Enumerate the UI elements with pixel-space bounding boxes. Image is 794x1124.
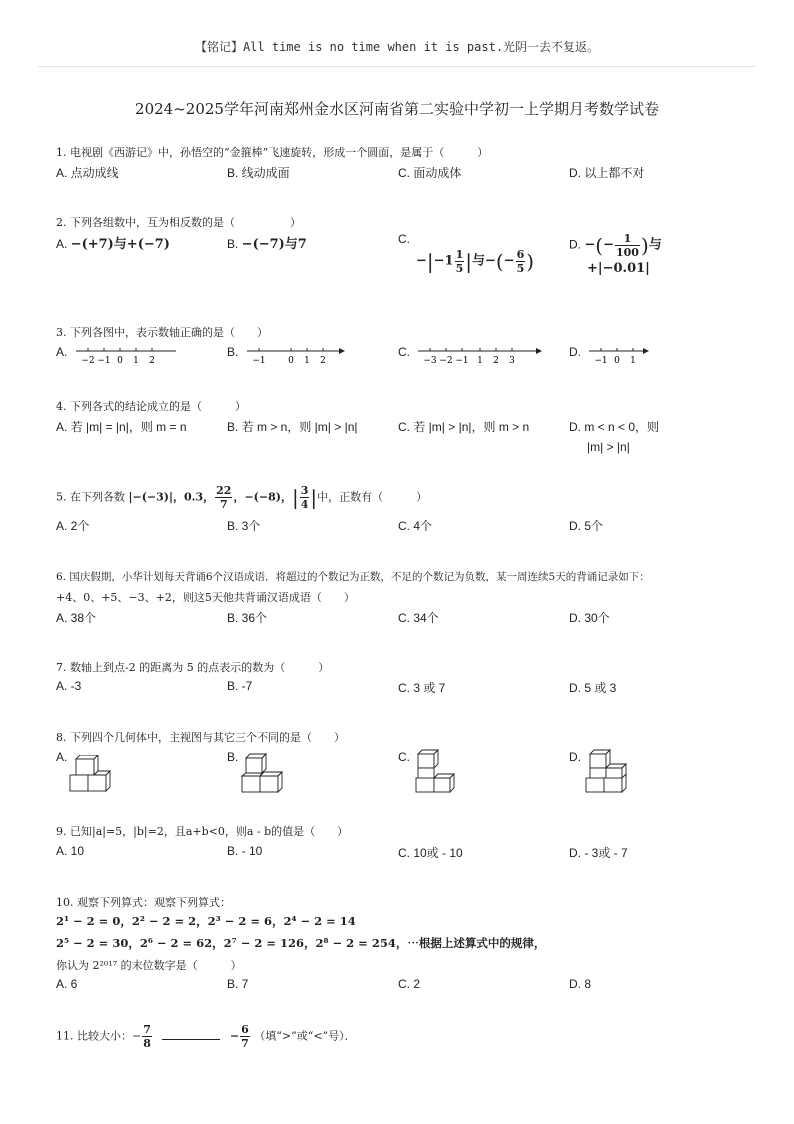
axis-b-label: 1 <box>304 356 310 366</box>
question-2-stem: 2. 下列各组数中，互为相反数的是（ ） <box>56 216 301 229</box>
axis-a-label: 1 <box>133 356 139 366</box>
q4-option-c[interactable]: C. 若 |m| > |n|，则 m > n <box>398 420 530 434</box>
header-divider <box>38 66 756 67</box>
q2-option-a[interactable]: A. −(+7)与+(−7) <box>56 237 170 252</box>
q8-option-d[interactable]: D. <box>569 750 581 764</box>
q6-option-c[interactable]: C. 34个 <box>398 611 439 625</box>
number-line-c <box>416 342 546 368</box>
q6-option-a[interactable]: A. 38个 <box>56 611 97 625</box>
q7-option-b[interactable]: B. -7 <box>227 679 253 693</box>
cube-figure-a <box>68 755 112 793</box>
q5-option-a[interactable]: A. 2个 <box>56 519 90 533</box>
header-motto: 【铭记】All time is no time when it is past.光阴一去不复返。 <box>194 40 600 54</box>
q2-option-d[interactable]: D. −(− $\frac{1}{100}$ )与 +|−0.01| <box>569 232 662 276</box>
axis-c-label: −1 <box>455 356 469 366</box>
q7-option-a[interactable]: A. -3 <box>56 679 82 693</box>
cube-figure-d <box>584 748 632 794</box>
q11-answer-blank[interactable] <box>162 1039 220 1040</box>
question-4-stem: 4. 下列各式的结论成立的是（ ） <box>56 400 246 413</box>
q10-question-line: 你认为 2²⁰¹⁷ 的末位数字是（ ） <box>56 959 242 972</box>
question-7-stem: 7. 数轴上到点-2 的距离为 5 的点表示的数为（ ） <box>56 661 330 674</box>
axis-d-label: 1 <box>630 356 636 366</box>
question-5-stem: 5. 在下列各数 |−(−3)|，0.3， $\frac{22}{7}$ ，−(−8)，| $\frac{3}{4}$ |中，正数有（ ） <box>56 484 428 511</box>
axis-a-label: −2 <box>81 356 95 366</box>
number-line-a <box>74 342 184 368</box>
q1-option-d[interactable]: D. 以上都不对 <box>569 166 645 180</box>
axis-c-label: 1 <box>477 356 483 366</box>
q3-option-d[interactable]: D. <box>569 345 581 359</box>
q3-option-c[interactable]: C. <box>398 345 410 359</box>
cube-figure-b <box>240 752 288 794</box>
q7-option-d[interactable]: D. 5 或 3 <box>569 681 617 695</box>
q5-option-d[interactable]: D. 5个 <box>569 519 604 533</box>
q7-option-c[interactable]: C. 3 或 7 <box>398 681 446 695</box>
axis-c-label: −2 <box>439 356 453 366</box>
axis-c-label: 2 <box>493 356 499 366</box>
question-6-stem: 6. 国庆假期，小华计划每天背诵6个汉语成语．将超过的个数记为正数，不足的个数记为负数，某一周连续5天的背诵记录如下： <box>56 571 650 583</box>
axis-c-label: 3 <box>509 356 515 366</box>
q8-option-b[interactable]: B. <box>227 750 239 764</box>
q1-option-a[interactable]: A. 点动成线 <box>56 166 119 180</box>
q1-option-c[interactable]: C. 面动成体 <box>398 166 462 180</box>
q9-option-a[interactable]: A. 10 <box>56 844 85 858</box>
axis-d-label: 0 <box>614 356 620 366</box>
question-3-stem: 3. 下列各图中，表示数轴正确的是（ ） <box>56 326 268 339</box>
axis-b-label: −1 <box>252 356 266 366</box>
q5-option-b[interactable]: B. 3个 <box>227 519 261 533</box>
q10-option-c[interactable]: C. 2 <box>398 977 421 991</box>
axis-d-label: −1 <box>594 356 608 366</box>
number-line-d <box>587 342 652 368</box>
q4-option-b[interactable]: B. 若 m > n，则 |m| > |n| <box>227 420 358 434</box>
axis-b-label: 0 <box>288 356 294 366</box>
q1-option-b[interactable]: B. 线动成面 <box>227 166 290 180</box>
q3-option-b[interactable]: B. <box>227 345 239 359</box>
q10-equations-line1: 2¹ − 2 = 0，2² − 2 = 2，2³ − 2 = 6，2⁴ − 2 = 14 <box>56 914 356 928</box>
axis-a-label: −1 <box>97 356 111 366</box>
q6-option-b[interactable]: B. 36个 <box>227 611 268 625</box>
number-line-b <box>245 342 350 368</box>
q10-option-a[interactable]: A. 6 <box>56 977 78 991</box>
q4-option-a[interactable]: A. 若 |m| = |n|，则 m = n <box>56 420 187 434</box>
cube-figure-c <box>414 748 456 794</box>
q10-option-d[interactable]: D. 8 <box>569 977 592 991</box>
q9-option-b[interactable]: B. - 10 <box>227 844 263 858</box>
q6-option-d[interactable]: D. 30个 <box>569 611 610 625</box>
question-6-stem-line2: +4、0、+5、−3、+2，则这5天他共背诵汉语成语（ ） <box>56 591 355 604</box>
question-1-stem: 1. 电视剧《西游记》中，孙悟空的“金箍棒”飞速旋转，形成一个圆面，是属于（ ） <box>56 146 489 159</box>
q2-option-b[interactable]: B. −(−7)与7 <box>227 237 307 252</box>
q8-option-c[interactable]: C. <box>398 750 410 764</box>
axis-b-label: 2 <box>320 356 326 366</box>
exam-title: 2024~2025学年河南郑州金水区河南省第二实验中学初一上学期月考数学试卷 <box>135 100 659 118</box>
q5-option-c[interactable]: C. 4个 <box>398 519 433 533</box>
q3-option-a[interactable]: A. <box>56 345 68 359</box>
q4-option-d[interactable]: D. m < n < 0，则 <box>569 420 660 434</box>
q2-option-c[interactable]: C. −|−1 $\frac{1}{5}$ |与−(− $\frac{6}{5}$ ) <box>398 232 535 275</box>
axis-c-label: −3 <box>423 356 437 366</box>
q9-option-c[interactable]: C. 10或 - 10 <box>398 846 463 860</box>
question-11-stem: 11. 比较大小：− $\frac{7}{8}$ − $\frac{6}{7}$ （填“>”或“<”号）． <box>56 1023 356 1050</box>
q8-option-a[interactable]: A. <box>56 750 68 764</box>
q10-equations-line2: 2⁵ − 2 = 30，2⁶ − 2 = 62，2⁷ − 2 = 126，2⁸ − 2 = 254，⋯根据上述算式中的规律， <box>56 936 546 950</box>
axis-a-label: 2 <box>149 356 155 366</box>
q4-option-d-line2: |m| > |n| <box>587 440 630 454</box>
question-9-stem: 9. 已知|a|=5，|b|=2，且a+b<0，则a - b的值是（ ） <box>56 825 349 838</box>
question-8-stem: 8. 下列四个几何体中，主视图与其它三个不同的是（ ） <box>56 731 345 744</box>
q10-option-b[interactable]: B. 7 <box>227 977 249 991</box>
axis-a-label: 0 <box>117 356 123 366</box>
question-10-stem: 10. 观察下列算式：观察下列算式： <box>56 896 231 909</box>
q9-option-d[interactable]: D. - 3或 - 7 <box>569 846 628 860</box>
